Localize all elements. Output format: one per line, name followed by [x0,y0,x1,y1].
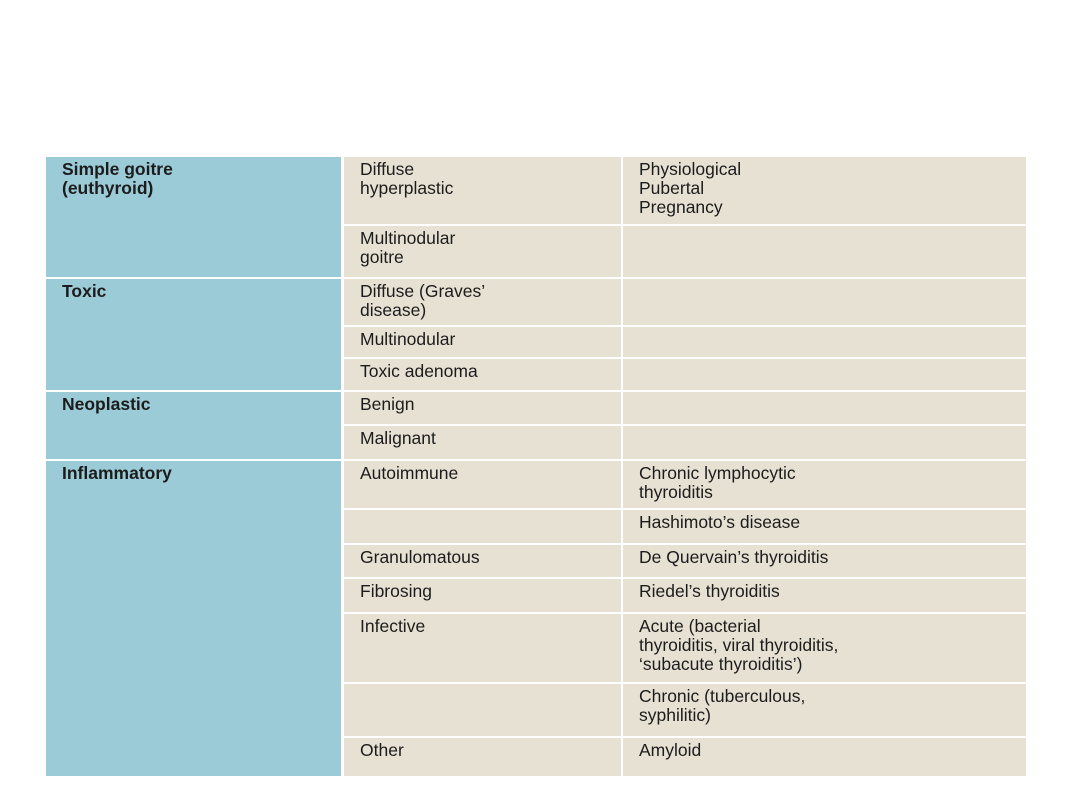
table-row [344,279,1026,325]
detail-text: Hashimoto’s disease [639,512,801,532]
category-label: Neoplastic [62,394,151,414]
detail-cell [623,579,1026,612]
table-row [344,461,1026,508]
type-cell [344,461,621,508]
type-text: Toxic adenoma [360,361,478,381]
type-text: Infective [360,616,426,636]
type-cell [344,226,621,277]
table-row [344,359,1026,390]
table-row [344,226,1026,277]
detail-text: De Quervain’s thyroiditis [639,547,829,567]
type-text: Multinodular goitre [360,228,456,267]
detail-text: Acute (bacterial thyroiditis, viral thyroiditis, ‘subacute thyroiditis’) [639,616,839,674]
type-cell [344,157,621,224]
type-cell [344,510,621,543]
type-cell [344,392,621,424]
table-row [344,738,1026,776]
category-inflammatory [46,461,341,776]
type-cell [344,279,621,325]
detail-text: Chronic lymphocytic thyroiditis [639,463,796,502]
detail-text: Riedel’s thyroiditis [639,581,780,601]
type-cell [344,426,621,459]
table-row [344,157,1026,224]
table-row [344,327,1026,357]
category-simple-goitre [46,157,341,277]
type-cell [344,614,621,682]
detail-cell [623,684,1026,736]
table-row [344,614,1026,682]
type-cell [344,545,621,577]
detail-cell [623,738,1026,776]
type-cell [344,579,621,612]
detail-cell [623,510,1026,543]
detail-cell [623,461,1026,508]
table-row [344,392,1026,424]
table-row [344,545,1026,577]
detail-cell [623,279,1026,325]
type-text: Autoimmune [360,463,459,483]
detail-cell [623,392,1026,424]
detail-cell [623,157,1026,224]
type-text: Granulomatous [360,547,480,567]
type-cell [344,359,621,390]
category-column [46,157,341,776]
category-label: Toxic [62,281,107,301]
type-text: Diffuse hyperplastic [360,159,454,198]
detail-cell [623,426,1026,459]
detail-text: Physiological Pubertal Pregnancy [639,159,742,217]
table-row [344,426,1026,459]
type-cell [344,327,621,357]
detail-cell [623,327,1026,357]
type-text: Diffuse (Graves’ disease) [360,281,486,320]
type-cell [344,684,621,736]
table-row [344,510,1026,543]
category-label: Inflammatory [62,463,172,483]
detail-cell [623,359,1026,390]
type-text: Fibrosing [360,581,432,601]
category-toxic [46,279,341,390]
type-text: Other [360,740,404,760]
category-label: Simple goitre (euthyroid) [62,159,173,198]
detail-text: Amyloid [639,740,702,760]
type-text: Multinodular [360,329,456,349]
category-neoplastic [46,392,341,459]
detail-cell [623,545,1026,577]
goitre-classification-table [46,157,1026,776]
detail-text: Chronic (tuberculous, syphilitic) [639,686,806,725]
type-text: Benign [360,394,415,414]
detail-cell [623,226,1026,277]
table-row [344,579,1026,612]
table-row [344,684,1026,736]
detail-cell [623,614,1026,682]
type-cell [344,738,621,776]
type-text: Malignant [360,428,436,448]
